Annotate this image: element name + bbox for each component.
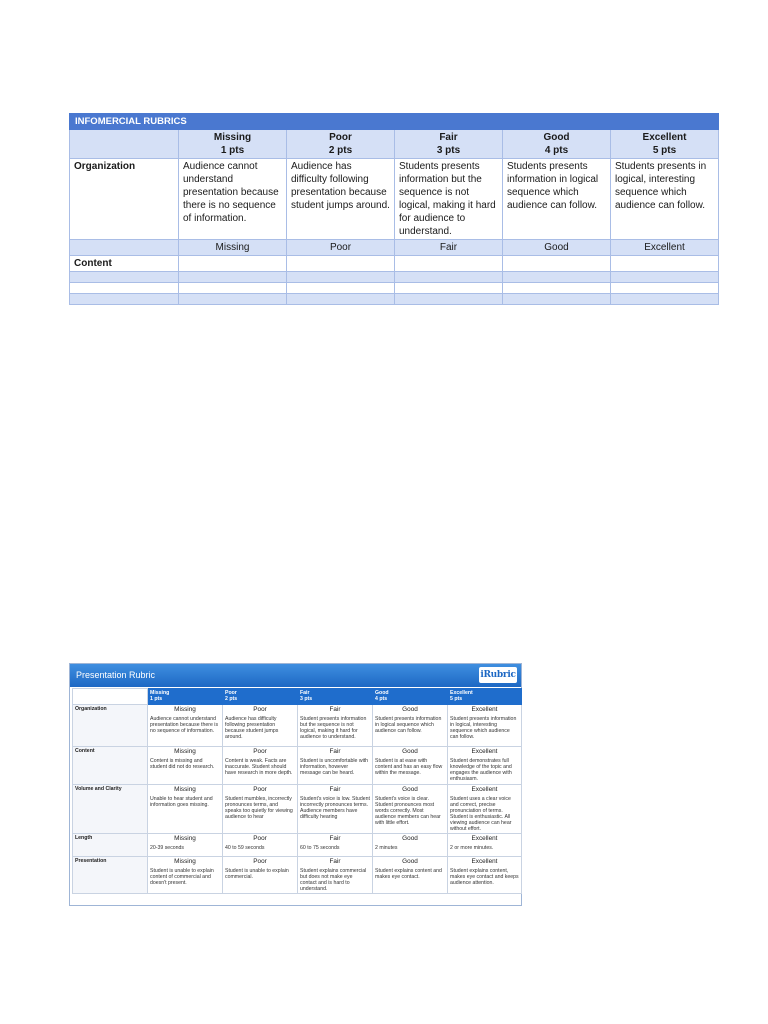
irubric-criterion-label: Content: [73, 747, 148, 785]
cell-description: Student presents information in logical, interesting sequence which audience can follow.: [450, 716, 517, 740]
empty-cell: [287, 256, 395, 272]
irubric-cell: [148, 834, 223, 857]
irubric-criterion-label: Presentation: [73, 857, 148, 894]
irubric-level-missing: [148, 689, 223, 705]
irubric-criterion-label: Volume and Clarity: [73, 785, 148, 834]
level-name: Good: [375, 690, 389, 696]
cell-level: Poor: [253, 858, 267, 865]
cell-level: Fair: [329, 858, 341, 865]
irubric-row-organization: [73, 705, 522, 747]
irubric-cell: [148, 785, 223, 834]
cell-level: Missing: [174, 786, 196, 793]
cell-level: Good: [402, 835, 418, 842]
cell-description: Content is missing and student did not do research.: [150, 758, 215, 770]
criterion-row-content: [70, 256, 719, 272]
irubric-title: Presentation Rubric: [76, 670, 156, 680]
irubric-cell: [298, 857, 373, 894]
irubric-criterion-label: Organization: [73, 705, 148, 747]
cell-description: Student uses a clear voice and correct, precise pronunciation of terms. Student is enthusiastic. All viewing audience can hear without effort.: [450, 796, 512, 832]
irubric-level-fair: [298, 689, 373, 705]
criterion-row-organization: [70, 159, 719, 240]
cell-level: Good: [402, 858, 418, 865]
criterion-cell: Students presents information in logical sequence which audience can follow.: [503, 159, 611, 240]
cell-level: Poor: [253, 786, 267, 793]
level-points: 2 pts: [328, 145, 353, 156]
empty-cell: [503, 256, 611, 272]
cell-level: Excellent: [471, 786, 498, 793]
level-points: 2 pts: [225, 696, 238, 702]
cell-description: Student demonstrates full knowledge of the topic and engages the audience with enthusiasm.: [450, 758, 512, 782]
sub-level-excellent: Excellent: [611, 240, 719, 256]
irubric-cell: [148, 857, 223, 894]
sub-level-poor: Poor: [287, 240, 395, 256]
irubric-row-presentation: [73, 857, 522, 894]
cell-description: Student explains commercial but does not make eye contact and is hard to understand.: [300, 868, 367, 892]
cell-description: Student explains content, makes eye contact and keeps audience attention.: [450, 868, 519, 886]
empty-cell: [611, 256, 719, 272]
cell-level: Fair: [329, 835, 341, 842]
irubric-cell: [448, 747, 522, 785]
level-name: Good: [543, 132, 570, 143]
cell-level: Excellent: [471, 706, 498, 713]
level-points: 4 pts: [544, 145, 569, 156]
irubric-cell: [373, 857, 448, 894]
irubric-cell: [298, 785, 373, 834]
cell-description: Student mumbles, incorrectly pronounces terms, and speaks too quietly for viewing audience to hear: [225, 796, 293, 820]
level-name: Fair: [439, 132, 458, 143]
irubric-cell: [298, 747, 373, 785]
cell-level: Poor: [253, 706, 267, 713]
criterion-cell: Audience has difficulty following presentation because student jumps around.: [287, 159, 395, 240]
criterion-label: Organization: [70, 159, 179, 240]
cell-level: Missing: [174, 835, 196, 842]
irubric-cell: [148, 705, 223, 747]
irubric-level-excellent: [448, 689, 522, 705]
sub-level-good: Good: [503, 240, 611, 256]
irubric-cell: [223, 834, 298, 857]
cell-level: Poor: [253, 835, 267, 842]
cell-description: Student's voice is clear. Student pronounces most words correctly. Most audience members can hear with little effort.: [375, 796, 441, 826]
level-points: 3 pts: [436, 145, 461, 156]
level-points: 5 pts: [450, 696, 463, 702]
irubric-cell: [373, 834, 448, 857]
sub-level-missing: Missing: [179, 240, 287, 256]
level-name: Excellent: [450, 690, 473, 696]
level-name: Missing: [150, 690, 170, 696]
level-header-fair: [395, 130, 503, 159]
cell-description: 2 minutes: [375, 845, 398, 851]
cell-description: 20-39 seconds: [150, 845, 185, 851]
level-header-excellent: [611, 130, 719, 159]
cell-description: Student is at ease with content and has an easy flow within the message.: [375, 758, 443, 776]
criterion-cell: Students presents in logical, interesting sequence which audience can follow.: [611, 159, 719, 240]
level-header-missing: [179, 130, 287, 159]
blank-row: [70, 272, 719, 283]
level-header-poor: [287, 130, 395, 159]
cell-description: 60 to 75 seconds: [300, 845, 340, 851]
cell-level: Missing: [174, 858, 196, 865]
cell-level: Excellent: [471, 835, 498, 842]
irubric-cell: [298, 834, 373, 857]
cell-level: Good: [402, 748, 418, 755]
irubric-cell: [223, 705, 298, 747]
irubric-cell: [148, 747, 223, 785]
cell-description: Student's voice is low. Student incorrectly pronounces terms. Audience members have difficulty hearing: [300, 796, 370, 820]
cell-description: Student is unable to explain commercial.: [225, 868, 289, 880]
header-blank-cell: [70, 130, 179, 159]
irubric-cell: [448, 834, 522, 857]
level-points: 1 pts: [220, 145, 245, 156]
cell-description: 2 or more minutes.: [450, 845, 494, 851]
irubric-cell: [223, 785, 298, 834]
irubric-cell: [223, 747, 298, 785]
empty-cell: [395, 256, 503, 272]
cell-description: Audience has difficulty following presentation because student jumps around.: [225, 716, 279, 740]
criterion-cell: Audience cannot understand presentation because there is no sequence of information.: [179, 159, 287, 240]
cell-description: Student is uncomfortable with information, however message can be heard.: [300, 758, 369, 776]
blank-row: [70, 283, 719, 294]
cell-level: Poor: [253, 748, 267, 755]
level-name: Missing: [213, 132, 252, 143]
irubric-table: [72, 688, 522, 894]
level-name: Fair: [300, 690, 310, 696]
level-name: Excellent: [642, 132, 687, 143]
rubric-title: INFOMERCIAL RUBRICS: [70, 114, 719, 130]
irubric-cell: [448, 705, 522, 747]
irubric-row-length: [73, 834, 522, 857]
cell-level: Good: [402, 706, 418, 713]
irubric-row-content: [73, 747, 522, 785]
level-points: 3 pts: [300, 696, 313, 702]
level-points: 5 pts: [652, 145, 677, 156]
sub-level-header-row: [70, 240, 719, 256]
irubric-logo: iRubric: [479, 667, 517, 683]
cell-description: Student explains content and makes eye contact.: [375, 868, 442, 880]
level-header-good: [503, 130, 611, 159]
level-points: 4 pts: [375, 696, 388, 702]
criterion-cell: Students presents information but the sequence is not logical, making it hard for audience to understand.: [395, 159, 503, 240]
irubric-cell: [223, 857, 298, 894]
cell-level: Fair: [329, 748, 341, 755]
cell-level: Excellent: [471, 858, 498, 865]
irubric-cell: [448, 785, 522, 834]
level-points: 1 pts: [150, 696, 163, 702]
cell-level: Fair: [329, 706, 341, 713]
irubric-level-good: [373, 689, 448, 705]
irubric-header-blank: [73, 689, 148, 705]
irubric-criterion-label: Length: [73, 834, 148, 857]
irubric-cell: [448, 857, 522, 894]
cell-description: Student presents information but the sequence is not logical, making it hard for audience to understand.: [300, 716, 367, 740]
irubric-row-volume-clarity: [73, 785, 522, 834]
cell-description: Student is unable to explain content of commercial and doesn't present.: [150, 868, 214, 886]
cell-description: 40 to 59 seconds: [225, 845, 265, 851]
cell-description: Unable to hear student and information goes missing.: [150, 796, 213, 808]
cell-level: Good: [402, 786, 418, 793]
rubric-title-row: [70, 114, 719, 130]
infomercial-rubric-table: [69, 113, 719, 305]
level-name: Poor: [225, 690, 237, 696]
criterion-label: Content: [70, 256, 179, 272]
cell-level: Missing: [174, 748, 196, 755]
sub-level-fair: Fair: [395, 240, 503, 256]
rubric-level-header-row: [70, 130, 719, 159]
cell-description: Audience cannot understand presentation because there is no sequence of information.: [150, 716, 219, 734]
sub-header-blank-cell: [70, 240, 179, 256]
cell-level: Excellent: [471, 748, 498, 755]
cell-level: Missing: [174, 706, 196, 713]
irubric-cell: [373, 785, 448, 834]
irubric-cell: [298, 705, 373, 747]
irubric-level-header-row: [73, 689, 522, 705]
irubric-cell: [373, 705, 448, 747]
cell-description: Content is weak. Facts are inaccurate. Student should have research in more depth.: [225, 758, 293, 776]
irubric-header: [70, 664, 521, 687]
blank-row: [70, 294, 719, 305]
irubric-level-poor: [223, 689, 298, 705]
empty-cell: [179, 256, 287, 272]
presentation-rubric-image: [69, 663, 522, 906]
cell-level: Fair: [329, 786, 341, 793]
irubric-cell: [373, 747, 448, 785]
cell-description: Student presents information in logical sequence which audience can follow.: [375, 716, 442, 734]
level-name: Poor: [329, 132, 352, 143]
